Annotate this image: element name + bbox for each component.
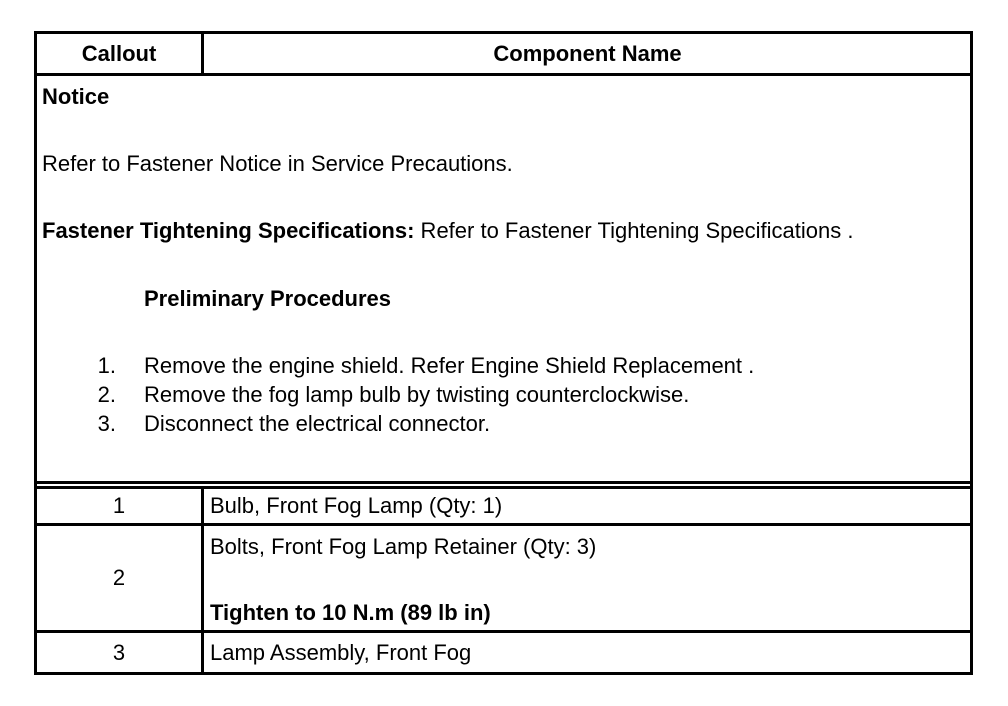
- component-cell: Lamp Assembly, Front Fog: [210, 639, 472, 665]
- callout-cell: 2: [112, 565, 126, 590]
- step-text: Disconnect the electrical connector.: [144, 411, 491, 436]
- spec-text: Refer to Fastener Tightening Specifications .: [414, 218, 854, 243]
- notice-title: Notice: [42, 84, 110, 109]
- procedures-title: Preliminary Procedures: [144, 286, 392, 311]
- torque-spec: Tighten to 10 N.m (89 lb in): [210, 600, 491, 625]
- step-text: Remove the fog lamp bulb by twisting counterclockwise.: [144, 382, 690, 407]
- step-number: 2.: [97, 382, 116, 407]
- callout-cell: 1: [112, 493, 126, 518]
- component-cell: [205, 526, 970, 630]
- step-text: Remove the engine shield. Refer Engine Shield Replacement .: [144, 353, 755, 378]
- callout-cell: 3: [112, 639, 126, 665]
- component-cell: Bulb, Front Fog Lamp (Qty: 1): [210, 493, 503, 518]
- row-divider: [37, 481, 970, 484]
- spec-label: Fastener Tightening Specifications:: [42, 218, 415, 243]
- step-number: 1.: [97, 353, 116, 378]
- callout-header: Callout: [81, 40, 157, 66]
- notice-text: Refer to Fastener Notice in Service Precautions.: [42, 151, 513, 176]
- column-divider: [201, 486, 204, 672]
- row-divider: [37, 73, 970, 76]
- spec-line: [42, 218, 853, 244]
- component-name: Bolts, Front Fog Lamp Retainer (Qty: 3): [210, 534, 597, 559]
- step-number: 3.: [97, 411, 116, 436]
- column-divider: [201, 34, 204, 73]
- component-name-header: Component Name: [493, 40, 682, 66]
- components-table: [34, 31, 973, 675]
